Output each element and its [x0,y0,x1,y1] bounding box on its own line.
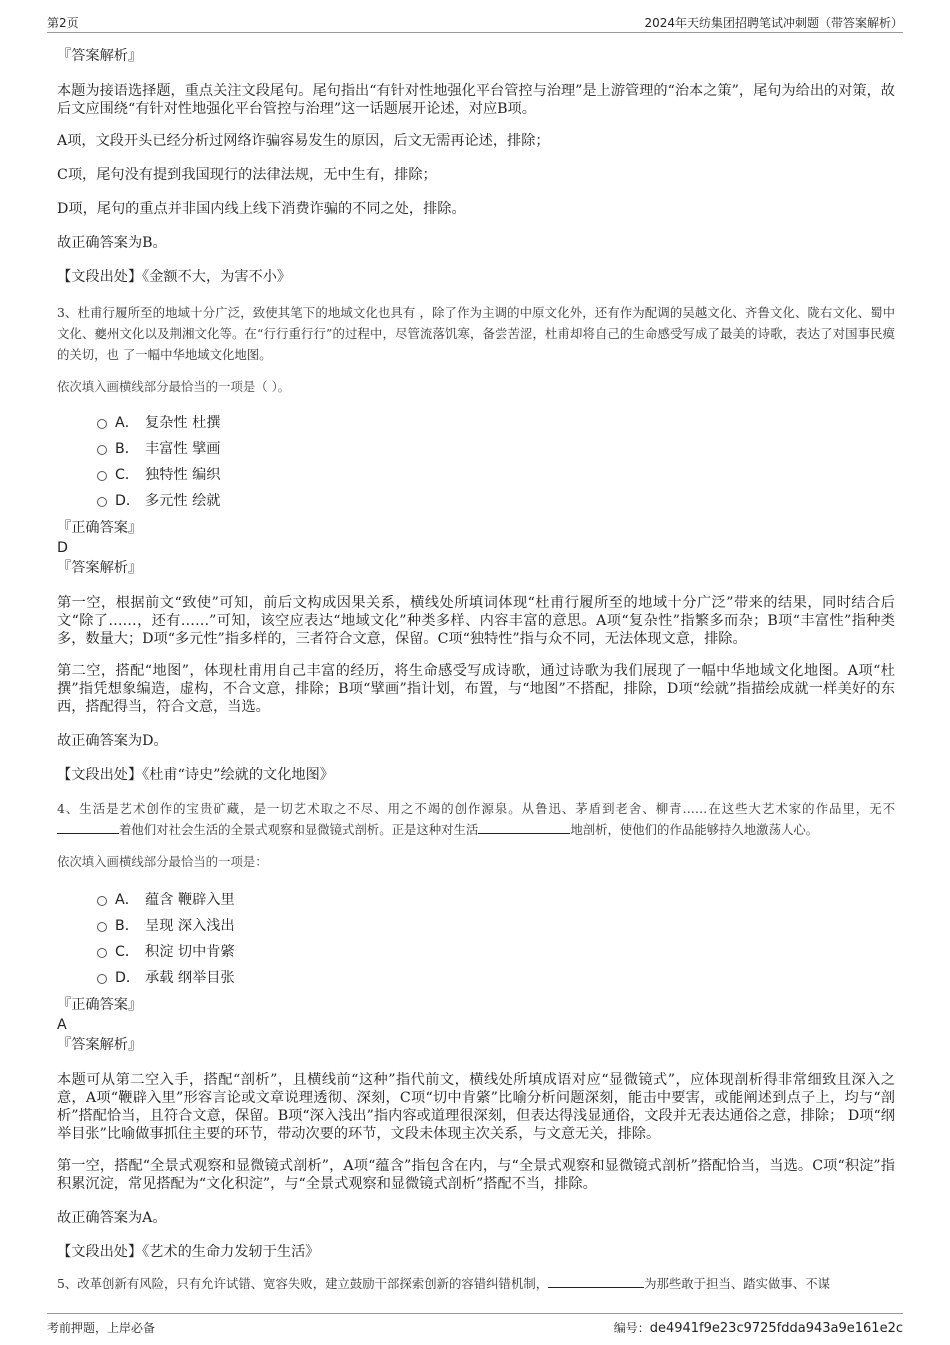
radio-icon[interactable] [97,974,107,984]
q2-analysis-para4: D项，尾句的重点并非国内线上线下消费诈骗的不同之处，排除。 [57,201,466,217]
q4-answer-label: 『正确答案』 [57,997,143,1013]
radio-icon[interactable] [97,471,107,481]
q4-analysis-label: 『答案解析』 [57,1037,143,1053]
q2-analysis-para3: C项，尾句没有提到我国现行的法律法规，无中生有，排除； [57,167,437,183]
q3-option-a[interactable]: A． 复杂性 杜撰 [57,410,895,436]
radio-icon[interactable] [97,419,107,429]
q4-analysis-para2: 第一空，搭配“全景式观察和显微镜式剖析”，A项“蕴含”指包含在内，与“全景式观察和显微镜式剖析”搭配恰当，当选。C项“积淀”指积累沉淀，常见搭配为“文化积淀”，与“全景式观察和显微镜式剖析”搭配不当，排除。 [57,1158,895,1192]
q4-source: 【文段出处】《艺术的生命力发轫于生活》 [57,1244,320,1260]
q4-option-b[interactable]: B． 呈现 深入浅出 [57,913,895,939]
radio-icon[interactable] [97,948,107,958]
document-code: 编号：de4941f9e23c9725fdda943a9e161e2c [613,1321,903,1336]
radio-icon[interactable] [97,922,107,932]
q4-analysis-para1: 本题可从第二空入手，搭配“剖析”，且横线前“这种”指代前文，横线处所填成语对应“显微镜式”，应体现剖析得非常细致且深入之意，A项“鞭辟入里”形容言论或文章说理透彻、深刻，C项“切中肯綮”比喻分析问题深刻，能击中要害，或能阐述到点子上，均与“剖析”搭配恰当，且符合文意，保留。B项“深入浅出”指内容或道理很深刻，但表达得浅显通俗，文段并无表达通俗之意，排除； D项“纲举目张”比喻做事抓住主要的环节，带动次要的环节，文段未体现主次关系，与文意无关，排除。 [57,1072,895,1142]
q2-source: 【文段出处】《金额不大，为害不小》 [57,269,292,285]
q3-analysis-label: 『答案解析』 [57,560,143,576]
q4-answer: A [57,1017,67,1033]
q3-option-d[interactable]: D． 多元性 绘就 [57,488,895,514]
q3-hint: 依次填入画横线部分最恰当的一项是（ ）。 [57,379,291,394]
q3-option-c[interactable]: C． 独特性 编织 [57,462,895,488]
q2-analysis-para1: 本题为接语选择题，重点关注文段尾句。尾句指出“有针对性地强化平台管控与治理”是上游管理的“治本之策”，尾句为给出的对策，故后文应围绕“有针对性地强化平台管控与治理”这一话题展开论述，对应B项。 [57,83,895,117]
q4-question: 4、生活是艺术创作的宝贵矿藏，是一切艺术取之不尽、用之不竭的创作源泉。从鲁迅、茅盾到老舍、柳青……在这些大艺术家的作品里，无不着他们对社会生活的全景式观察和显微镜式剖析。正是这种对生活 地剖析，使他们的作品能够持久地激荡人心。 [57,801,895,837]
q4-conclusion: 故正确答案为A。 [57,1210,167,1226]
q4-option-c[interactable]: C． 积淀 切中肯綮 [57,939,895,965]
q4-options [57,887,895,991]
q5-question: 5、改革创新有风险，只有允许试错、宽容失败，建立鼓励干部探索创新的容错纠错机制， 为那些敢于担当、踏实做事、不谋 [57,1276,830,1291]
page-content [57,40,895,1294]
q2-analysis-label: 『答案解析』 [57,48,143,64]
q3-options [57,410,895,514]
radio-icon[interactable] [97,445,107,455]
footer-slogan: 考前押题，上岸必备 [47,1321,156,1335]
radio-icon[interactable] [97,497,107,507]
radio-icon[interactable] [97,896,107,906]
q3-analysis-para2: 第二空，搭配“地图”，体现杜甫用自己丰富的经历，将生命感受写成诗歌，通过诗歌为我们展现了一幅中华地域文化地图。A项“杜撰”指凭想象编造，虚构，不合文意，排除；B项“擘画”指计划，布置，与“地图”不搭配，排除，D项“绘就”指描绘成就一样美好的东西，搭配得当，符合文意，当选。 [57,663,895,715]
page-number: 第2页 [47,16,79,30]
q3-question: 3、杜甫行履所至的地域十分广泛，致使其笔下的地域文化也具有 ，除了作为主调的中原文化外，还有作为配调的吴越文化、齐鲁文化、陇右文化、蜀中文化、夔州文化以及荆湘文化等。在“行行重行行”的过程中，尽管流落饥寒，备尝苦涩，杜甫却将自己的生命感受写成了最美的诗歌，表达了对国事民瘼的关切，也 了一幅中华地域文化地图。 [57,305,895,362]
q3-answer-label: 『正确答案』 [57,520,143,536]
fill-blank [57,821,119,834]
q2-analysis-para2: A项，文段开头已经分析过网络诈骗容易发生的原因，后文无需再论述，排除； [57,133,550,149]
q3-conclusion: 故正确答案为D。 [57,733,168,749]
page-footer [47,1313,903,1336]
q3-analysis-para1: 第一空，根据前文“致使”可知，前后文构成因果关系，横线处所填词体现“杜甫行履所至的地域十分广泛”带来的结果，同时结合后文“除了……，还有……”可知，该空应表达“地域文化”种类多样、内容丰富的意思。A项“复杂性”指繁多而杂；B项“丰富性”指种类多，数量大；D项“多元性”指多样的，三者符合文意，保留。C项“独特性”指与众不同，无法体现文意，排除。 [57,595,895,647]
fill-blank [548,1275,644,1288]
fill-blank [478,821,570,834]
q2-conclusion: 故正确答案为B。 [57,235,167,251]
q4-option-d[interactable]: D． 承载 纲举目张 [57,965,895,991]
q4-option-a[interactable]: A． 蕴含 鞭辟入里 [57,887,895,913]
q3-answer: D [57,540,68,556]
q4-hint: 依次填入画横线部分最恰当的一项是： [57,854,268,869]
q3-source: 【文段出处】《杜甫“诗史”绘就的文化地图》 [57,767,334,783]
page-header [47,10,903,33]
document-title: 2024年天纺集团招聘笔试冲刺题（带答案解析） [644,16,903,30]
q3-option-b[interactable]: B． 丰富性 擘画 [57,436,895,462]
